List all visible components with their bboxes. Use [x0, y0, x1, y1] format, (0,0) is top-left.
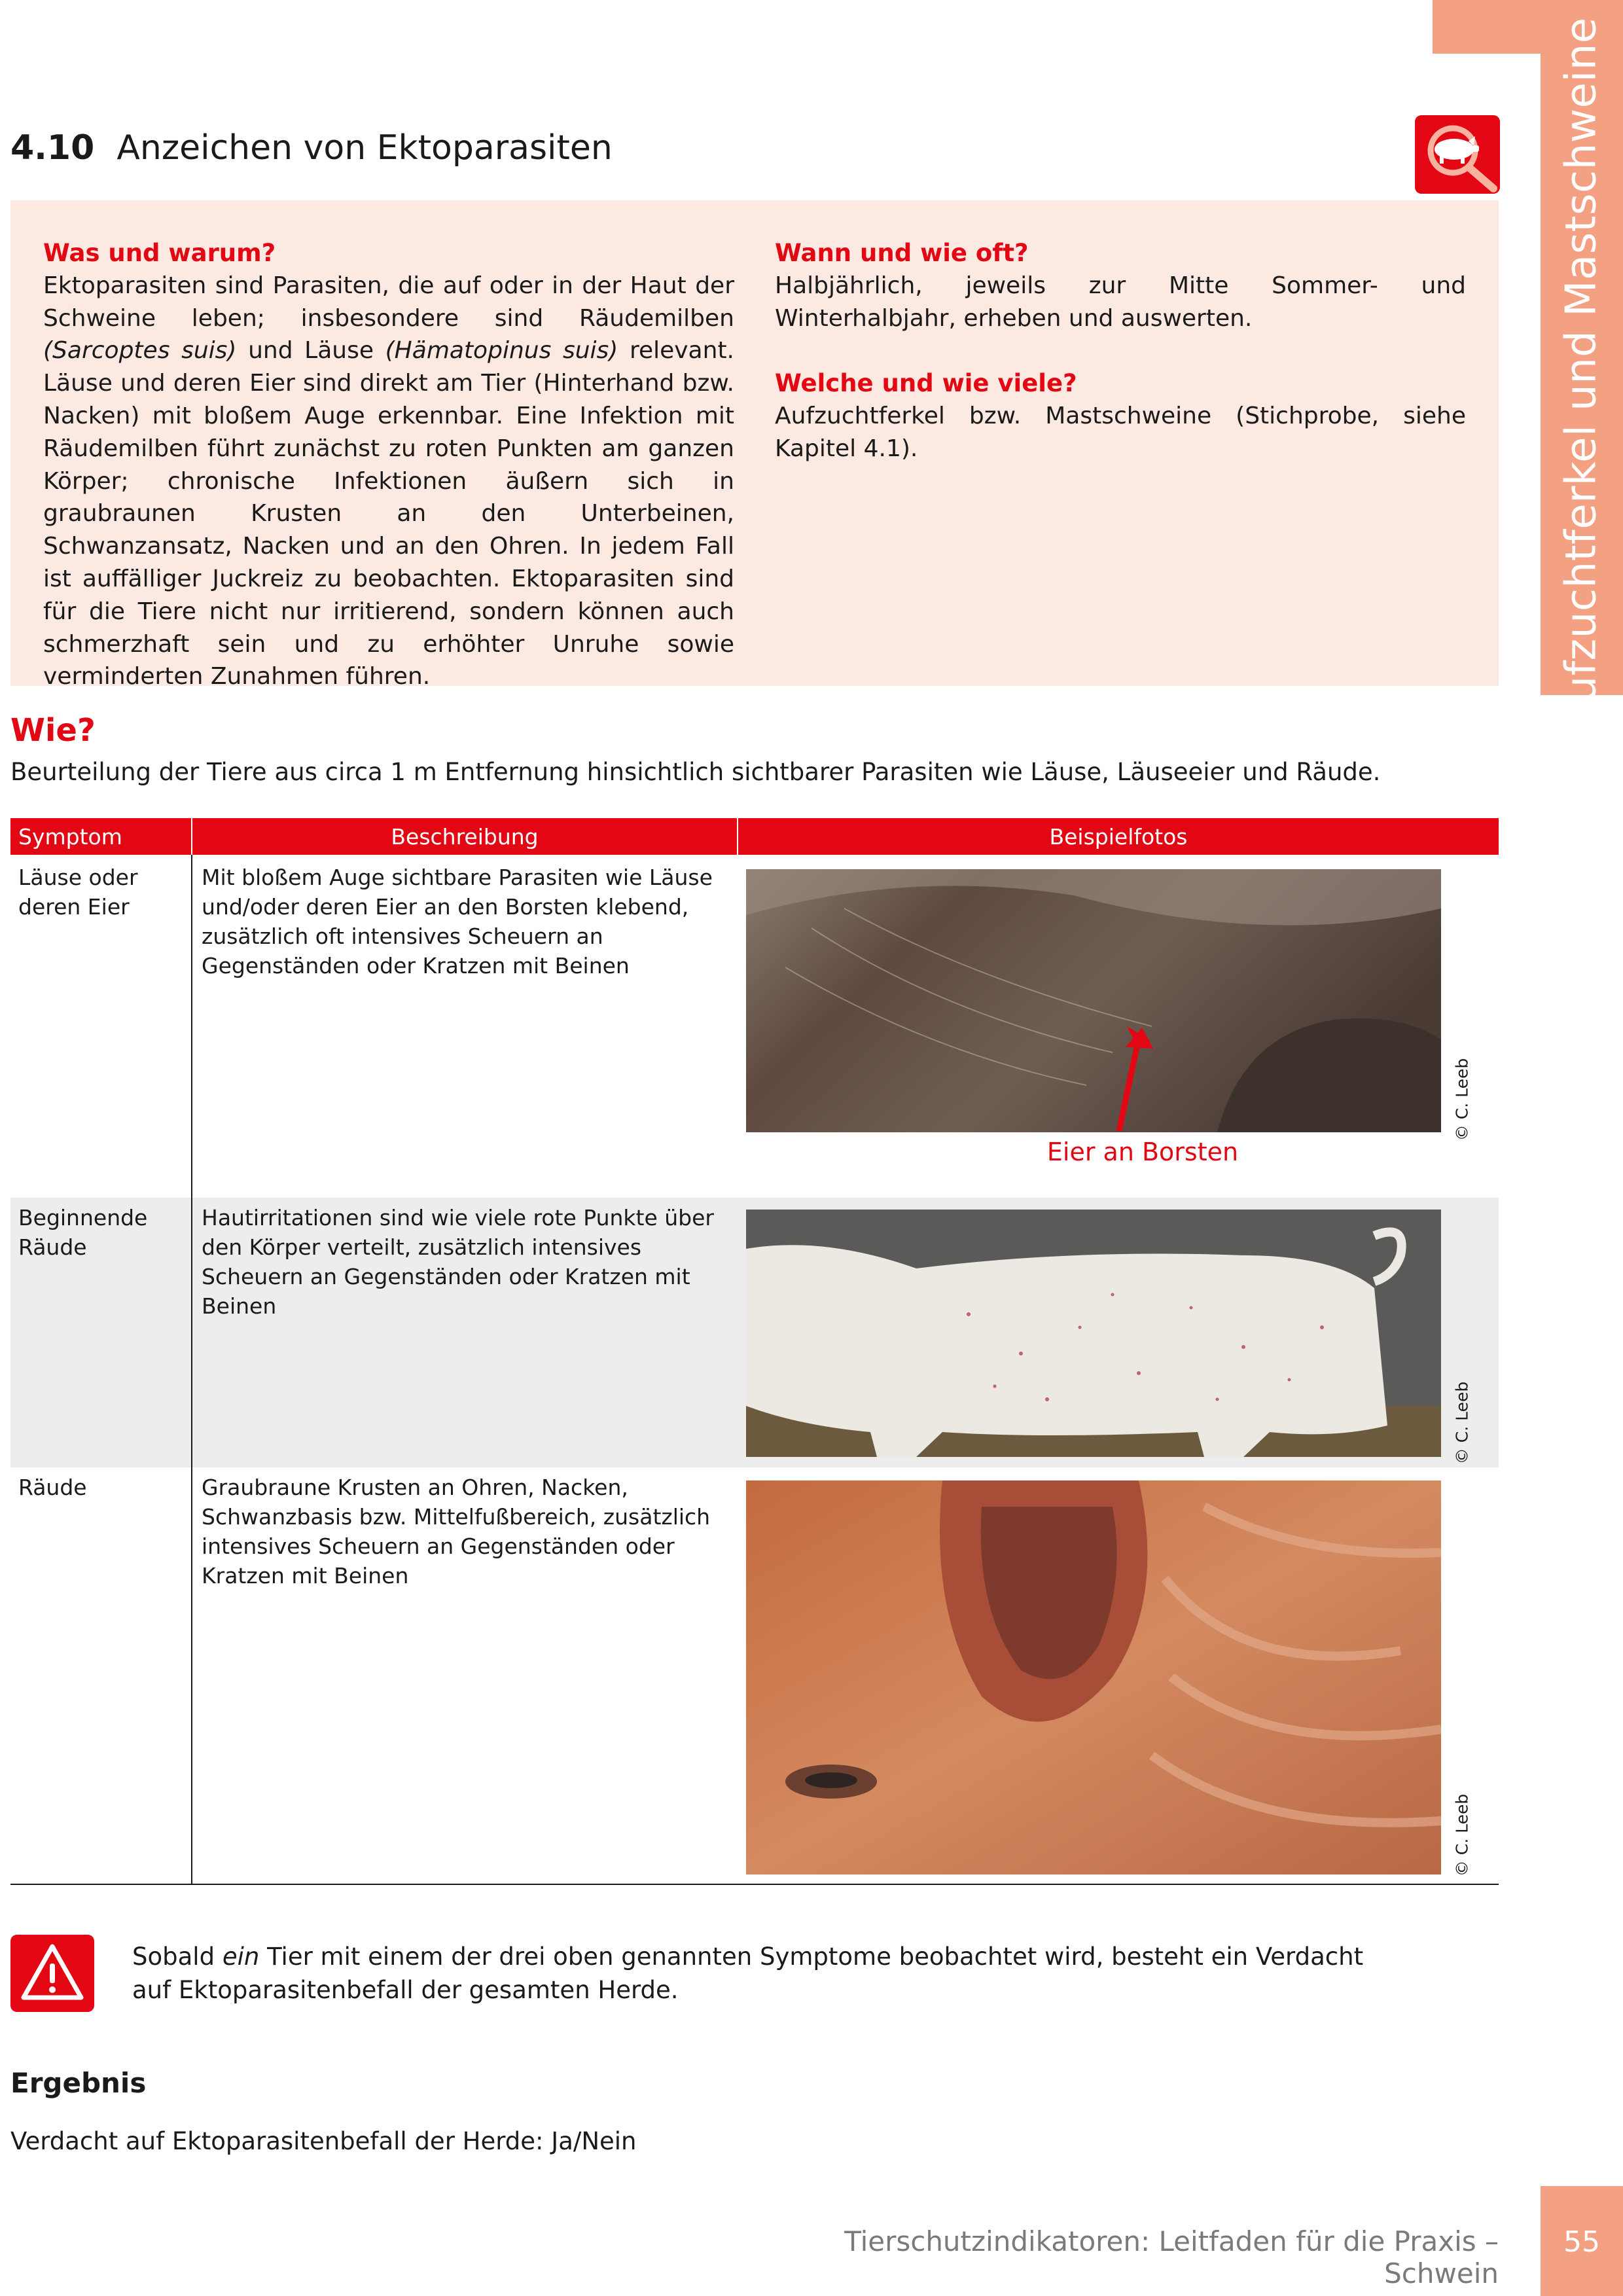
was-heading: Was und warum? — [43, 239, 276, 267]
table-column-divider — [191, 855, 192, 1885]
photo-credit: © C. Leeb — [1452, 1058, 1472, 1141]
side-tab-label: Aufzuchtferkel und Mastschweine — [1558, 17, 1606, 732]
photo-pig-ear-crusts — [746, 1480, 1441, 1874]
row-description-laeuse: Mit bloßem Auge sichtbare Parasiten wie Läuse und/oder deren Eier an den Borsten klebend, zusätzlich oft intensives Scheuern an Gegenständen oder Kratzen mit Beinen — [202, 865, 713, 978]
wie-heading: Wie? — [10, 712, 96, 749]
table-header-beispielfotos: Beispielfotos — [738, 818, 1499, 855]
ergebnis-text: Verdacht auf Ektoparasitenbefall der Herde: Ja/Nein — [10, 2127, 637, 2155]
warning-text: Sobald ein Tier mit einem der drei oben genannten Symptome beobachtet wird, besteht ein Verdacht auf Ektoparasitenbefall der gesamten Herde. — [132, 1943, 1364, 2004]
row-symptom-laeuse: Läuse oder deren Eier — [18, 865, 138, 920]
row-description-raeude: Graubraune Krusten an Ohren, Nacken, Schwanzbasis bzw. Mittelfußbereich, zusätzlich intensives Scheuern an Gegenständen oder Kratzen mit Beinen — [202, 1475, 711, 1588]
page-number-box — [1541, 2186, 1623, 2296]
ergebnis-heading: Ergebnis — [10, 2067, 147, 2099]
section-heading — [10, 128, 613, 168]
page-number: 55 — [1563, 2225, 1600, 2259]
wann-heading: Wann und wie oft? — [775, 239, 1029, 267]
table-header-beschreibung: Beschreibung — [192, 818, 737, 855]
wie-text: Beurteilung der Tiere aus circa 1 m Entfernung hinsichtlich sichtbarer Parasiten wie Läuse, Läuseeier und Räude. — [10, 758, 1381, 786]
photo-credit: © C. Leeb — [1452, 1793, 1472, 1877]
info-right-column — [775, 237, 1466, 465]
header-separator — [191, 818, 192, 855]
row-symptom-beginnende-raeude: Beginnende Räude — [18, 1205, 148, 1260]
photo-caption: Eier an Borsten — [1046, 1138, 1239, 1166]
table-bottom-border — [10, 1884, 1499, 1885]
was-text: Ektoparasiten sind Parasiten, die auf oder in der Haut der Schweine leben; insbesondere sind Räudemilben (Sarcoptes suis) und Läuse (Hämatopinus suis) relevant. Läuse und deren Eier sind direkt am Tier (Hinterhand bzw. Nacken) mit bloßem Auge erkennbar. Eine Infektion mit Räudemilben führt zunächst zu roten Punkten am ganzen Körper; chronische Infektionen äußern sich in graubraunen Krusten an den Unterbeinen, Schwanzansatz, Nacken und an den Ohren. In jedem Fall ist auffälliger Juckreiz zu beobachten. Ektoparasiten sind für die Tiere nicht nur irritierend, sondern können auch schmerzhaft sein und zu erhöhter Unruhe sowie verminderten Zunahmen führen. — [43, 272, 734, 691]
pig-magnifier-icon — [1415, 115, 1500, 194]
photo-pig-red-spots — [746, 1210, 1441, 1457]
wann-text: Halbjährlich, jeweils zur Mitte Sommer- und Winterhalbjahr, erheben und auswerten. — [775, 272, 1466, 332]
section-title: Anzeichen von Ektoparasiten — [116, 128, 613, 168]
row-symptom-raeude: Räude — [18, 1475, 87, 1500]
row-description-beginnende-raeude: Hautirritationen sind wie viele rote Punkte über den Körper verteilt, zusätzlich intensives Scheuern an Gegenständen oder Kratzen mit Beinen — [202, 1205, 714, 1319]
photo-lice-bristles — [746, 869, 1441, 1132]
side-tab — [1541, 17, 1623, 732]
table-header-symptom: Symptom — [10, 818, 191, 855]
info-left-column — [43, 237, 734, 693]
section-number: 4.10 — [10, 128, 95, 168]
welche-heading: Welche und wie viele? — [775, 369, 1077, 398]
header-separator — [737, 818, 738, 855]
welche-text: Aufzuchtferkel bzw. Mastschweine (Stichprobe, siehe Kapitel 4.1). — [775, 403, 1466, 462]
warning-triangle-icon — [10, 1935, 94, 2012]
footer-title: Tierschutzindikatoren: Leitfaden für die Praxis – Schwein — [844, 2225, 1499, 2289]
photo-credit: © C. Leeb — [1452, 1381, 1472, 1465]
